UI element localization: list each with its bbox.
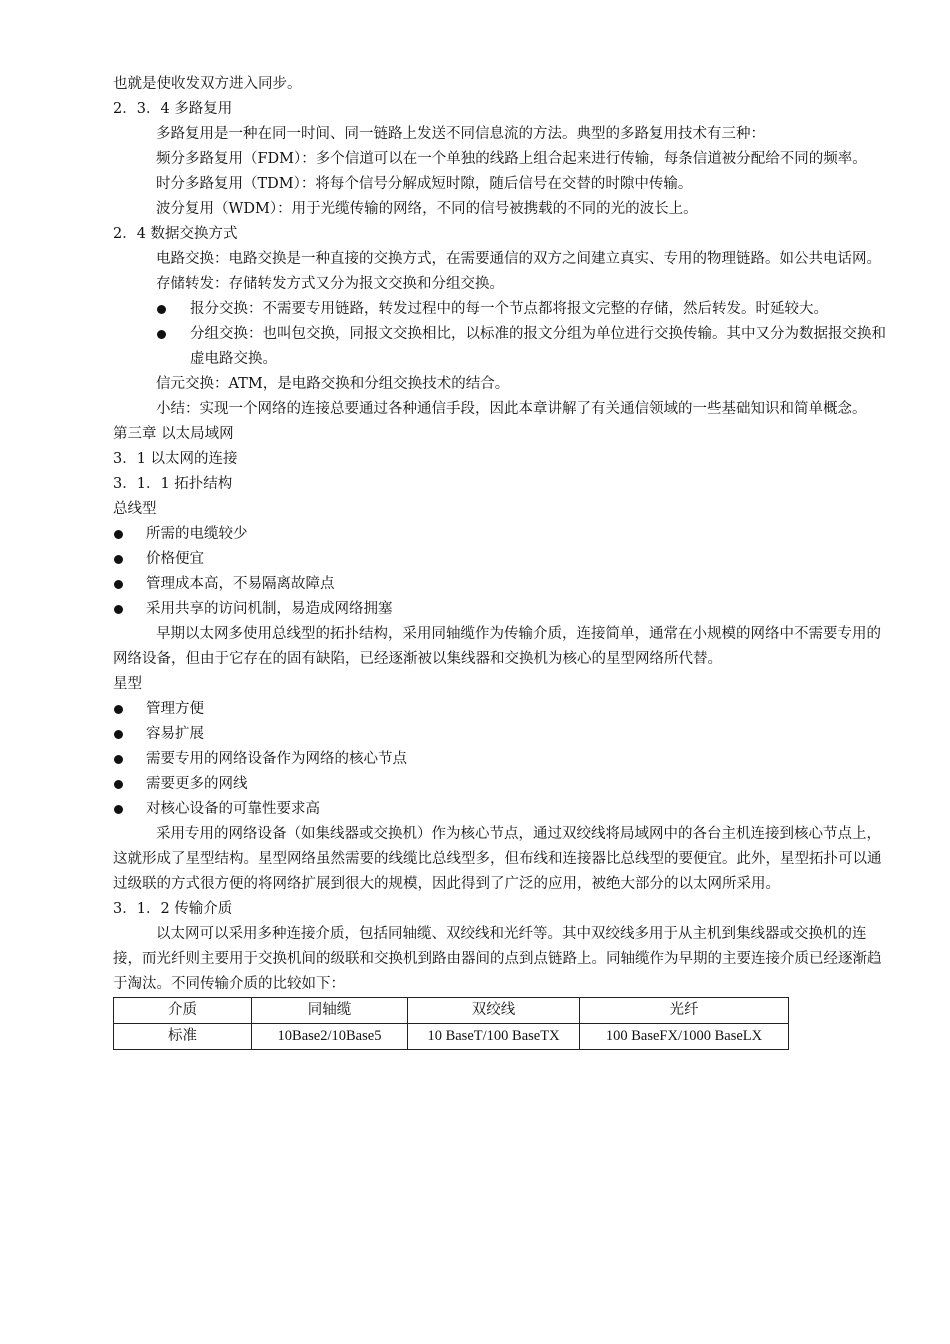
list-item-text: 采用共享的访问机制，易造成网络拥塞 [146, 601, 393, 617]
media-comparison-table [113, 997, 789, 1050]
list-item-text: 分组交换：也叫包交换，同报文交换相比，以标准的报文分组为单位进行交换传输。其中又分为数据报交换和虚电路交换。 [190, 326, 886, 367]
chapter-heading: 第三章 以太局域网 [113, 426, 234, 442]
table-header-cell: 介质 [114, 998, 252, 1024]
list-item [113, 697, 891, 722]
list-item-text: 管理成本高，不易隔离故障点 [146, 576, 335, 592]
section-heading: 3．1．2 传输介质 [113, 901, 233, 917]
list-item-text: 需要更多的网线 [146, 776, 248, 792]
section-heading: 2．4 数据交换方式 [113, 226, 238, 242]
list-item-text: 价格便宜 [146, 551, 204, 567]
bullet-icon [157, 305, 166, 314]
bullet-icon [114, 805, 123, 814]
paragraph: 小结：实现一个网络的连接总要通过各种通信手段，因此本章讲解了有关通信领域的一些基础知识和简单概念。 [156, 401, 867, 417]
paragraph: 以太网可以采用多种连接介质，包括同轴缆、双绞线和光纤等。其中双绞线多用于从主机到集线器或交换机的连接，而光纤则主要用于交换机间的级联和交换机到路由器间的点到点链路上。同轴缆作为早期的主要连接介质已经逐渐趋于淘汰。不同传输介质的比较如下： [113, 926, 882, 992]
list-item [113, 747, 891, 772]
bullet-icon [114, 755, 123, 764]
paragraph: 也就是使收发双方进入同步。 [113, 76, 302, 92]
list-item [113, 772, 891, 797]
table-cell: 标准 [114, 1024, 252, 1050]
table-header-cell: 同轴缆 [252, 998, 408, 1024]
table-row [114, 1024, 789, 1050]
list-item-text: 管理方便 [146, 701, 204, 717]
table-header-cell: 光纤 [580, 998, 789, 1024]
paragraph: 早期以太网多使用总线型的拓扑结构，采用同轴缆作为传输介质，连接简单，通常在小规模的网络中不需要专用的网络设备，但由于它存在的固有缺陷，已经逐渐被以集线器和交换机为核心的星型网络所代替。 [113, 626, 881, 667]
list-item-text: 需要专用的网络设备作为网络的核心节点 [146, 751, 407, 767]
bullet-icon [114, 730, 123, 739]
bullet-icon [114, 580, 123, 589]
section-heading: 3．1．1 拓扑结构 [113, 476, 233, 492]
table-cell: 10 BaseT/100 BaseTX [408, 1024, 580, 1050]
bullet-icon [157, 330, 166, 339]
document-page [113, 72, 891, 1050]
section-heading: 3．1 以太网的连接 [113, 451, 238, 467]
bullet-icon [114, 605, 123, 614]
bullet-icon [114, 530, 123, 539]
paragraph: 频分多路复用（FDM）：多个信道可以在一个单独的线路上组合起来进行传输，每条信道被分配给不同的频率。 [156, 151, 867, 167]
list-item-text: 容易扩展 [146, 726, 204, 742]
table-cell: 100 BaseFX/1000 BaseLX [580, 1024, 789, 1050]
list-item-text: 所需的电缆较少 [146, 526, 248, 542]
paragraph: 采用专用的网络设备（如集线器或交换机）作为核心节点，通过双绞线将局域网中的各台主机连接到核心节点上，这就形成了星型结构。星型网络虽然需要的线缆比总线型多，但布线和连接器比总线型的要便宜。此外，星型拓扑可以通过级联的方式很方便的将网络扩展到很大的规模，因此得到了广泛的应用，被绝大部分的以太网所采用。 [113, 826, 882, 892]
table-cell: 10Base2/10Base5 [252, 1024, 408, 1050]
paragraph: 存储转发：存储转发方式又分为报文交换和分组交换。 [156, 276, 504, 292]
paragraph: 波分复用（WDM）：用于光缆传输的网络，不同的信号被携载的不同的光的波长上。 [156, 201, 698, 217]
list-item-text: 对核心设备的可靠性要求高 [146, 801, 320, 817]
paragraph: 信元交换：ATM，是电路交换和分组交换技术的结合。 [156, 376, 510, 392]
list-item [113, 297, 891, 322]
table-header-row [114, 998, 789, 1024]
list-item [113, 797, 891, 822]
section-heading: 2．3．4 多路复用 [113, 101, 233, 117]
subheading: 总线型 [113, 501, 157, 517]
list-item [113, 522, 891, 547]
paragraph: 时分多路复用（TDM）：将每个信号分解成短时隙，随后信号在交替的时隙中传输。 [156, 176, 693, 192]
paragraph: 多路复用是一种在同一时间、同一链路上发送不同信息流的方法。典型的多路复用技术有三种： [156, 126, 765, 142]
bullet-icon [114, 780, 123, 789]
list-item [113, 547, 891, 572]
list-item [113, 572, 891, 597]
table-header-cell: 双绞线 [408, 998, 580, 1024]
bullet-icon [114, 705, 123, 714]
paragraph: 电路交换：电路交换是一种直接的交换方式，在需要通信的双方之间建立真实、专用的物理链路。如公共电话网。 [156, 251, 881, 267]
subheading: 星型 [113, 676, 142, 692]
list-item-text: 报分交换：不需要专用链路，转发过程中的每一个节点都将报文完整的存储，然后转发。时延较大。 [190, 301, 828, 317]
list-item [113, 722, 891, 747]
list-item [113, 322, 891, 372]
bullet-icon [114, 555, 123, 564]
list-item [113, 597, 891, 622]
